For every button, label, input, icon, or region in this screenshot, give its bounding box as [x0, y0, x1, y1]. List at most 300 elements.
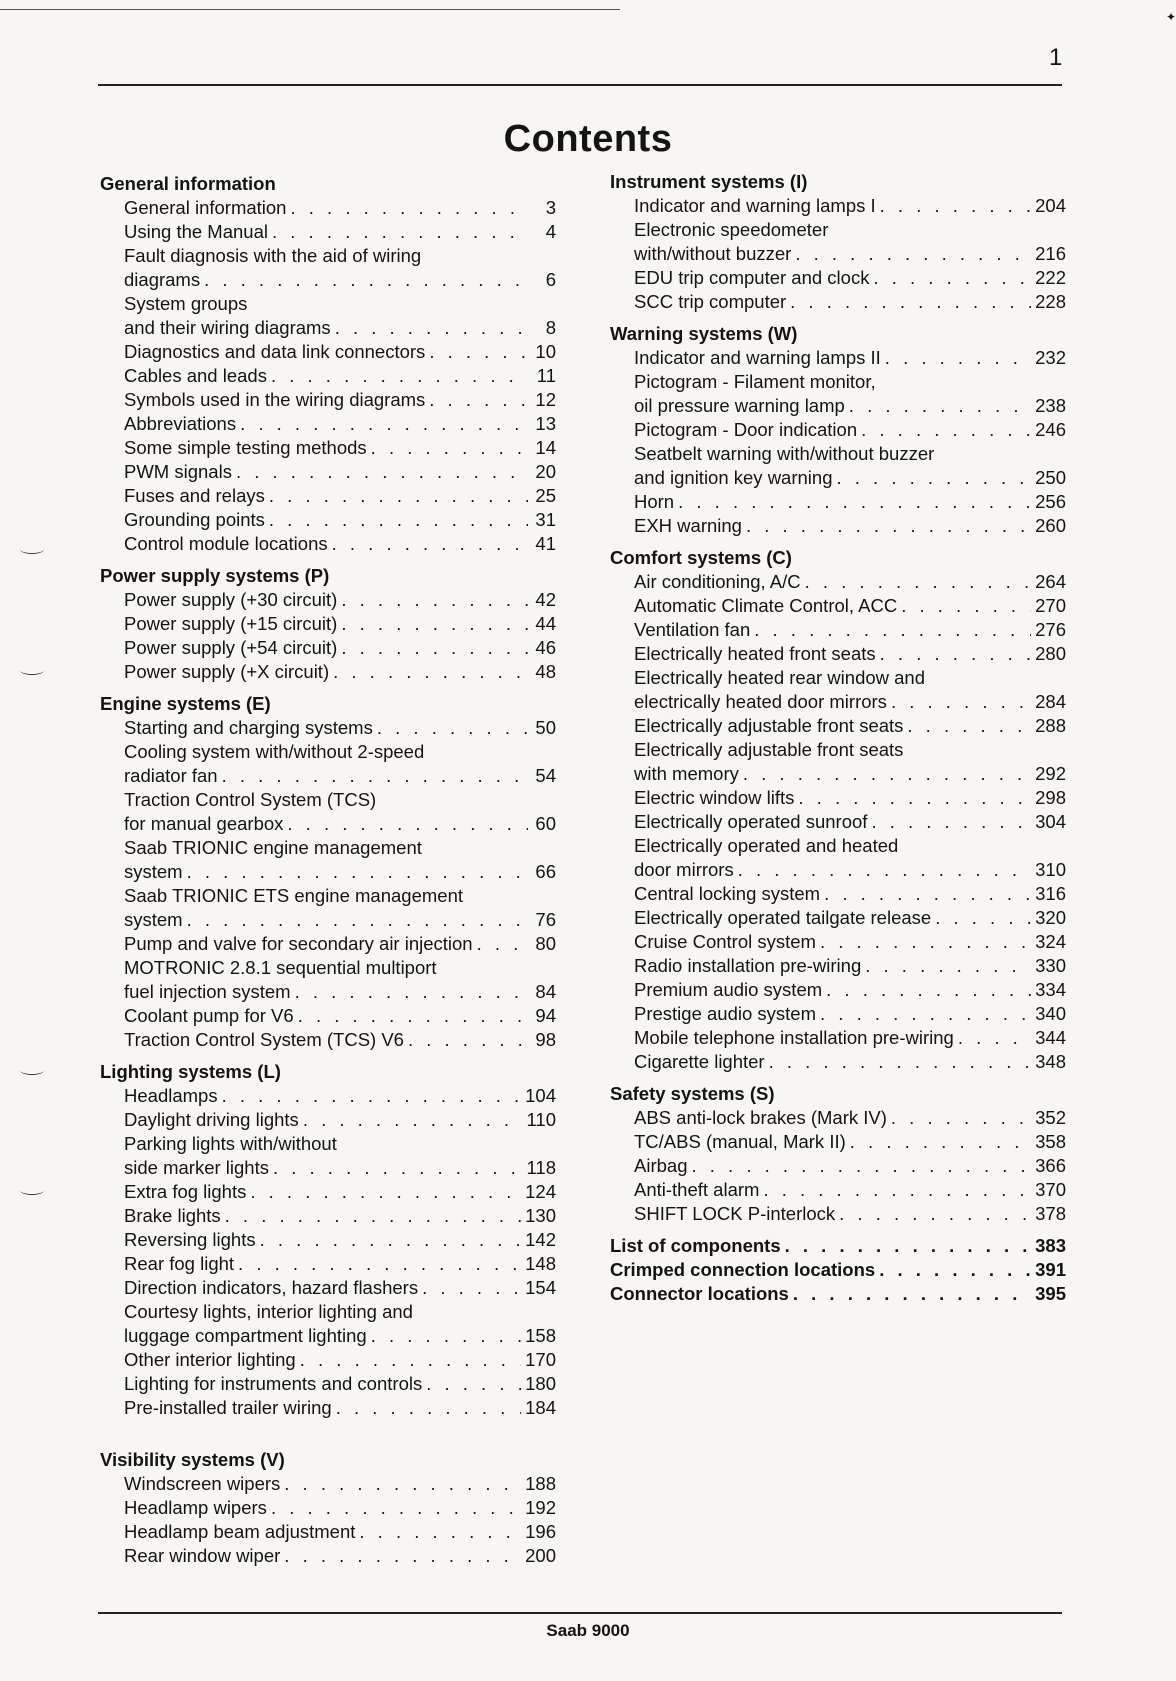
toc-entry-page: 98	[535, 1029, 556, 1050]
toc-entry	[100, 1252, 556, 1276]
toc-entry-title: SHIFT LOCK P-interlock	[634, 1203, 836, 1224]
toc-entry-page: 378	[1035, 1203, 1066, 1224]
toc-entry-title: Electrically heated rear window and	[634, 667, 926, 688]
toc-entry	[100, 316, 556, 340]
toc-entry-title: PWM signals	[124, 461, 232, 482]
dot-leader	[885, 346, 1031, 370]
toc-entry	[610, 1026, 1066, 1050]
toc-entry	[100, 788, 556, 812]
section-heading: Lighting systems (L)	[100, 1061, 281, 1082]
dot-leader	[335, 316, 528, 340]
toc-entry-page: 256	[1035, 491, 1066, 512]
toc-entry	[100, 196, 556, 220]
toc-entry-title: Electric window lifts	[634, 787, 795, 808]
toc-entry-title: Some simple testing methods	[124, 437, 367, 458]
toc-entry-page: 158	[525, 1325, 556, 1346]
toc-entry	[610, 1234, 1066, 1258]
dot-leader	[743, 762, 1031, 786]
dot-leader	[769, 1050, 1032, 1074]
toc-entry-title: Pump and valve for secondary air injection	[124, 933, 473, 954]
dot-leader	[785, 1234, 1032, 1258]
toc-entry-page: 130	[525, 1205, 556, 1226]
toc-entry	[610, 1130, 1066, 1154]
toc-entry	[100, 636, 556, 660]
toc-entry	[100, 1396, 556, 1420]
toc-entry-title: Lighting for instruments and controls	[124, 1373, 423, 1394]
toc-entry-title: Rear window wiper	[124, 1545, 281, 1566]
toc-entry-title: Pictogram - Door indication	[634, 419, 858, 440]
toc-entry-title: door mirrors	[634, 859, 734, 880]
toc-entry-title: Saab TRIONIC engine management	[124, 837, 422, 858]
toc-entry-title: and ignition key warning	[634, 467, 833, 488]
toc-entry-title: Traction Control System (TCS)	[124, 789, 377, 810]
top-edge-rule	[0, 9, 620, 10]
toc-entry-page: 142	[525, 1229, 556, 1250]
toc-entry	[610, 1282, 1066, 1306]
toc-entry-page: 284	[1035, 691, 1066, 712]
dot-leader	[820, 930, 1031, 954]
toc-entry	[610, 834, 1066, 858]
toc-entry-title: with memory	[634, 763, 739, 784]
toc-entry	[610, 242, 1066, 266]
toc-entry-title: Headlamp beam adjustment	[124, 1521, 356, 1542]
toc-entry-page: 11	[536, 365, 556, 386]
dot-leader	[332, 532, 528, 556]
toc-entry-page: 288	[1035, 715, 1066, 736]
toc-entry-page: 180	[525, 1373, 556, 1394]
toc-entry-title: system	[124, 861, 183, 882]
toc-entry-title: radiator fan	[124, 765, 218, 786]
footer-rule	[98, 1612, 1062, 1614]
dot-leader	[839, 1202, 1031, 1226]
toc-entry-page: 204	[1035, 195, 1066, 216]
toc-entry-page: 298	[1035, 787, 1066, 808]
toc-entry-title: Mobile telephone installation pre-wiring	[634, 1027, 954, 1048]
dot-leader	[865, 954, 1031, 978]
toc-entry-title: luggage compartment lighting	[124, 1325, 367, 1346]
toc-entry-title: Crimped connection locations	[610, 1259, 876, 1280]
toc-entry-title: Premium audio system	[634, 979, 823, 1000]
toc-entry-title: Traction Control System (TCS) V6	[124, 1029, 404, 1050]
toc-entry-title: TC/ABS (manual, Mark II)	[634, 1131, 846, 1152]
toc-entry-title: for manual gearbox	[124, 813, 284, 834]
dot-leader	[269, 484, 528, 508]
toc-entry-page: 316	[1035, 883, 1066, 904]
dot-leader	[891, 690, 1031, 714]
toc-entry-title: Reversing lights	[124, 1229, 256, 1250]
toc-entry-title: Pictogram - Filament monitor,	[634, 371, 876, 392]
toc-entry-title: Cables and leads	[124, 365, 267, 386]
dot-leader	[873, 266, 1031, 290]
dot-leader	[790, 290, 1031, 314]
toc-entry-page: 124	[525, 1181, 556, 1202]
toc-entry	[100, 980, 556, 1004]
dot-leader	[849, 394, 1031, 418]
toc-entry	[100, 860, 556, 884]
toc-entry-page: 366	[1035, 1155, 1066, 1176]
dot-leader	[426, 1372, 521, 1396]
toc-entry-title: Rear fog light	[124, 1253, 235, 1274]
toc-entry-title: Other interior lighting	[124, 1349, 296, 1370]
dot-leader	[935, 906, 1031, 930]
toc-entry-title: Power supply (+X circuit)	[124, 661, 330, 682]
toc-entry-page: 4	[545, 221, 556, 242]
toc-entry	[100, 660, 556, 684]
toc-entry	[610, 642, 1066, 666]
toc-entry-page: 170	[525, 1349, 556, 1370]
toc-entry	[610, 762, 1066, 786]
header-rule	[98, 84, 1062, 86]
toc-entry	[100, 364, 556, 388]
toc-entry-page: 10	[535, 341, 556, 362]
toc-entry	[610, 194, 1066, 218]
section-heading: Comfort systems (C)	[610, 547, 792, 568]
toc-entry-page: 228	[1035, 291, 1066, 312]
toc-entry-page: 276	[1035, 619, 1066, 640]
toc-entry-page: 6	[545, 269, 556, 290]
toc-entry-page: 8	[545, 317, 556, 338]
dot-leader	[826, 978, 1031, 1002]
toc-entry-title: system	[124, 909, 183, 930]
toc-entry-title: Using the Manual	[124, 221, 268, 242]
toc-entry	[610, 978, 1066, 1002]
toc-entry-title: side marker lights	[124, 1157, 269, 1178]
toc-entry-title: Connector locations	[610, 1283, 789, 1304]
toc-entry	[100, 908, 556, 932]
toc-entry-page: 188	[525, 1473, 556, 1494]
toc-entry	[610, 490, 1066, 514]
toc-entry	[100, 1156, 556, 1180]
toc-entry	[100, 1180, 556, 1204]
toc-entry-title: Coolant pump for V6	[124, 1005, 294, 1026]
toc-entry-page: 84	[535, 981, 556, 1002]
toc-entry	[100, 836, 556, 860]
toc-entry-page: 292	[1035, 763, 1066, 784]
toc-entry	[100, 1300, 556, 1324]
toc-entry	[100, 1372, 556, 1396]
toc-entry-page: 44	[535, 613, 556, 634]
dot-leader	[958, 1026, 1031, 1050]
footer-title: Saab 9000	[546, 1621, 630, 1640]
toc-entry	[610, 858, 1066, 882]
dot-leader	[271, 364, 528, 388]
toc-entry	[100, 1108, 556, 1132]
toc-entry-title: Headlamps	[124, 1085, 218, 1106]
toc-entry-page: 358	[1035, 1131, 1066, 1152]
toc-entry-page: 25	[535, 485, 556, 506]
dot-leader	[793, 1282, 1031, 1306]
dot-leader	[269, 508, 528, 532]
toc-entry-title: Starting and charging systems	[124, 717, 373, 738]
dot-leader	[271, 1496, 521, 1520]
dot-leader	[298, 1004, 528, 1028]
toc-entry	[610, 1002, 1066, 1026]
dot-leader	[377, 716, 528, 740]
toc-entry-page: 264	[1035, 571, 1066, 592]
toc-entry	[100, 1028, 556, 1052]
toc-entry-title: Airbag	[634, 1155, 688, 1176]
dot-leader	[429, 340, 528, 364]
toc-entry-title: Cigarette lighter	[634, 1051, 765, 1072]
toc-entry	[100, 532, 556, 556]
dot-leader	[204, 268, 528, 292]
toc-entry-page: 383	[1035, 1235, 1066, 1256]
toc-entry	[100, 244, 556, 268]
toc-entry-page: 340	[1035, 1003, 1066, 1024]
dot-leader	[287, 812, 528, 836]
toc-entry	[610, 346, 1066, 370]
dot-leader	[222, 1084, 522, 1108]
toc-entry-title: Seatbelt warning with/without buzzer	[634, 443, 935, 464]
toc-entry	[100, 812, 556, 836]
dot-leader	[272, 220, 528, 244]
toc-entry-title: EDU trip computer and clock	[634, 267, 870, 288]
toc-entry-title: Electrically adjustable front seats	[634, 739, 904, 760]
toc-entry-title: Radio installation pre-wiring	[634, 955, 862, 976]
toc-entry	[100, 956, 556, 980]
dot-leader	[901, 594, 1031, 618]
toc-entry-title: General information	[124, 197, 287, 218]
toc-entry-title: Courtesy lights, interior lighting and	[124, 1301, 413, 1322]
toc-entry	[100, 1324, 556, 1348]
toc-entry	[610, 1050, 1066, 1074]
toc-entry-page: 232	[1035, 347, 1066, 368]
toc-entry-title: Horn	[634, 491, 675, 512]
toc-entry-title: Ventilation fan	[634, 619, 751, 640]
dot-leader	[336, 1396, 521, 1420]
toc-entry-title: System groups	[124, 293, 248, 314]
dot-leader	[238, 1252, 521, 1276]
dot-leader	[341, 636, 528, 660]
binder-hole-mark	[20, 545, 44, 554]
toc-entry-title: Electronic speedometer	[634, 219, 829, 240]
toc-entry-page: 48	[535, 661, 556, 682]
toc-entry	[610, 1258, 1066, 1282]
toc-entry-page: 344	[1035, 1027, 1066, 1048]
toc-entry	[100, 220, 556, 244]
section-heading: Safety systems (S)	[610, 1083, 775, 1104]
toc-entry-title: Control module locations	[124, 533, 328, 554]
dot-leader	[678, 490, 1031, 514]
dot-leader	[341, 612, 528, 636]
toc-entry-page: 66	[535, 861, 556, 882]
toc-entry-page: 280	[1035, 643, 1066, 664]
dot-leader	[763, 1178, 1031, 1202]
toc-entry	[100, 412, 556, 436]
toc-entry	[100, 932, 556, 956]
page-number: 1	[1049, 44, 1063, 71]
dot-leader	[341, 588, 528, 612]
dot-leader	[300, 1348, 521, 1372]
toc-entry-page: 148	[525, 1253, 556, 1274]
toc-entry	[610, 394, 1066, 418]
toc-entry	[610, 786, 1066, 810]
toc-entry-page: 320	[1035, 907, 1066, 928]
toc-entry-title: Power supply (+15 circuit)	[124, 613, 338, 634]
toc-entry	[100, 1132, 556, 1156]
toc-entry	[610, 266, 1066, 290]
toc-entry-page: 154	[525, 1277, 556, 1298]
toc-entry	[100, 1520, 556, 1544]
dot-leader	[805, 570, 1032, 594]
toc-entry-title: Abbreviations	[124, 413, 237, 434]
section-heading: Visibility systems (V)	[100, 1449, 285, 1470]
toc-entry	[610, 442, 1066, 466]
toc-entry-title: Electrically operated and heated	[634, 835, 899, 856]
toc-entry-title: Anti-theft alarm	[634, 1179, 760, 1200]
toc-entry	[100, 1276, 556, 1300]
toc-entry-page: 324	[1035, 931, 1066, 952]
toc-entry	[610, 514, 1066, 538]
toc-entry-title: Electrically adjustable front seats	[634, 715, 904, 736]
toc-entry	[100, 612, 556, 636]
toc-entry-page: 118	[526, 1157, 556, 1178]
toc-entry-title: fuel injection system	[124, 981, 291, 1002]
toc-entry-page: 334	[1035, 979, 1066, 1000]
toc-entry	[610, 466, 1066, 490]
toc-entry-page: 250	[1035, 467, 1066, 488]
toc-entry-page: 348	[1035, 1051, 1066, 1072]
toc-entry	[100, 1472, 556, 1496]
toc-entry-title: Extra fog lights	[124, 1181, 247, 1202]
toc-entry-page: 246	[1035, 419, 1066, 440]
toc-entry	[100, 436, 556, 460]
toc-entry	[100, 716, 556, 740]
toc-entry-title: Grounding points	[124, 509, 265, 530]
toc-entry	[610, 618, 1066, 642]
dot-leader	[837, 466, 1032, 490]
toc-entry	[100, 1544, 556, 1568]
toc-entry	[610, 1202, 1066, 1226]
toc-entry-page: 370	[1035, 1179, 1066, 1200]
binder-hole-mark	[20, 666, 44, 675]
toc-entry	[100, 508, 556, 532]
section-heading: Engine systems (E)	[100, 693, 271, 714]
toc-entry-title: oil pressure warning lamp	[634, 395, 845, 416]
toc-entry-page: 391	[1035, 1259, 1066, 1280]
toc-entry-page: 260	[1035, 515, 1066, 536]
dot-leader	[880, 642, 1031, 666]
toc-entry-page: 192	[525, 1497, 556, 1518]
toc-entry	[610, 570, 1066, 594]
dot-leader	[861, 418, 1031, 442]
dot-leader	[824, 882, 1031, 906]
toc-entry	[100, 1204, 556, 1228]
toc-entry-page: 222	[1035, 267, 1066, 288]
toc-entry-title: ABS anti-lock brakes (Mark IV)	[634, 1107, 887, 1128]
toc-entry-title: Electrically operated tailgate release	[634, 907, 932, 928]
toc-entry	[100, 268, 556, 292]
toc-entry-title: Fuses and relays	[124, 485, 265, 506]
section-heading: Warning systems (W)	[610, 323, 798, 344]
toc-entry-title: Windscreen wipers	[124, 1473, 281, 1494]
toc-entry	[610, 906, 1066, 930]
toc-entry-page: 31	[535, 509, 556, 530]
toc-entry-title: Brake lights	[124, 1205, 221, 1226]
toc-entry-page: 60	[535, 813, 556, 834]
toc-entry	[100, 388, 556, 412]
toc-entry	[100, 764, 556, 788]
toc-entry	[610, 882, 1066, 906]
toc-entry	[610, 738, 1066, 762]
toc-entry-page: 13	[535, 413, 556, 434]
dot-leader	[371, 436, 528, 460]
dot-leader	[359, 1520, 521, 1544]
toc-entry-title: Indicator and warning lamps I	[634, 195, 876, 216]
dot-leader	[691, 1154, 1031, 1178]
toc-entry-page: 200	[525, 1545, 556, 1566]
toc-entry	[100, 1004, 556, 1028]
corner-mark: ✦	[1166, 10, 1176, 24]
toc-entry-title: Saab TRIONIC ETS engine management	[124, 885, 463, 906]
toc-entry	[610, 930, 1066, 954]
dot-leader	[333, 660, 528, 684]
binder-hole-mark	[20, 1186, 44, 1195]
dot-leader	[422, 1276, 521, 1300]
toc-entry	[610, 666, 1066, 690]
toc-entry-title: Electrically heated front seats	[634, 643, 876, 664]
toc-entry	[100, 740, 556, 764]
toc-entry-title: MOTRONIC 2.8.1 sequential multiport	[124, 957, 437, 978]
toc-entry-title: Electrically operated sunroof	[634, 811, 868, 832]
dot-leader	[891, 1106, 1031, 1130]
toc-entry-title: Power supply (+30 circuit)	[124, 589, 338, 610]
toc-entry	[100, 460, 556, 484]
toc-entry-title: Daylight driving lights	[124, 1109, 299, 1130]
toc-entry	[100, 340, 556, 364]
toc-entry-page: 304	[1035, 811, 1066, 832]
toc-entry	[610, 218, 1066, 242]
toc-entry	[100, 1348, 556, 1372]
contents-left-column	[100, 172, 556, 1568]
dot-leader	[273, 1156, 523, 1180]
toc-entry	[100, 292, 556, 316]
dot-leader	[795, 242, 1031, 266]
dot-leader	[738, 858, 1031, 882]
toc-entry-title: EXH warning	[634, 515, 742, 536]
dot-leader	[850, 1130, 1031, 1154]
toc-entry	[610, 690, 1066, 714]
dot-leader	[240, 412, 528, 436]
toc-entry-page: 12	[535, 389, 556, 410]
dot-leader	[820, 1002, 1031, 1026]
toc-entry-title: SCC trip computer	[634, 291, 787, 312]
binder-hole-mark	[20, 1066, 44, 1075]
toc-entry-page: 104	[525, 1085, 556, 1106]
toc-entry	[100, 484, 556, 508]
dot-leader	[871, 810, 1031, 834]
toc-entry-title: Automatic Climate Control, ACC	[634, 595, 898, 616]
toc-entry-title: List of components	[610, 1235, 781, 1256]
toc-entry-page: 42	[535, 589, 556, 610]
toc-entry-page: 395	[1035, 1283, 1066, 1304]
dot-leader	[371, 1324, 521, 1348]
toc-entry-page: 41	[535, 533, 556, 554]
toc-entry-title: with/without buzzer	[634, 243, 792, 264]
dot-leader	[187, 908, 528, 932]
toc-entry-title: electrically heated door mirrors	[634, 691, 887, 712]
toc-entry	[610, 418, 1066, 442]
dot-leader	[754, 618, 1031, 642]
dot-leader	[303, 1108, 523, 1132]
toc-entry	[610, 714, 1066, 738]
dot-leader	[295, 980, 528, 1004]
toc-entry	[100, 884, 556, 908]
dot-leader	[284, 1472, 521, 1496]
toc-entry-page: 238	[1035, 395, 1066, 416]
dot-leader	[746, 514, 1031, 538]
dot-leader	[236, 460, 528, 484]
